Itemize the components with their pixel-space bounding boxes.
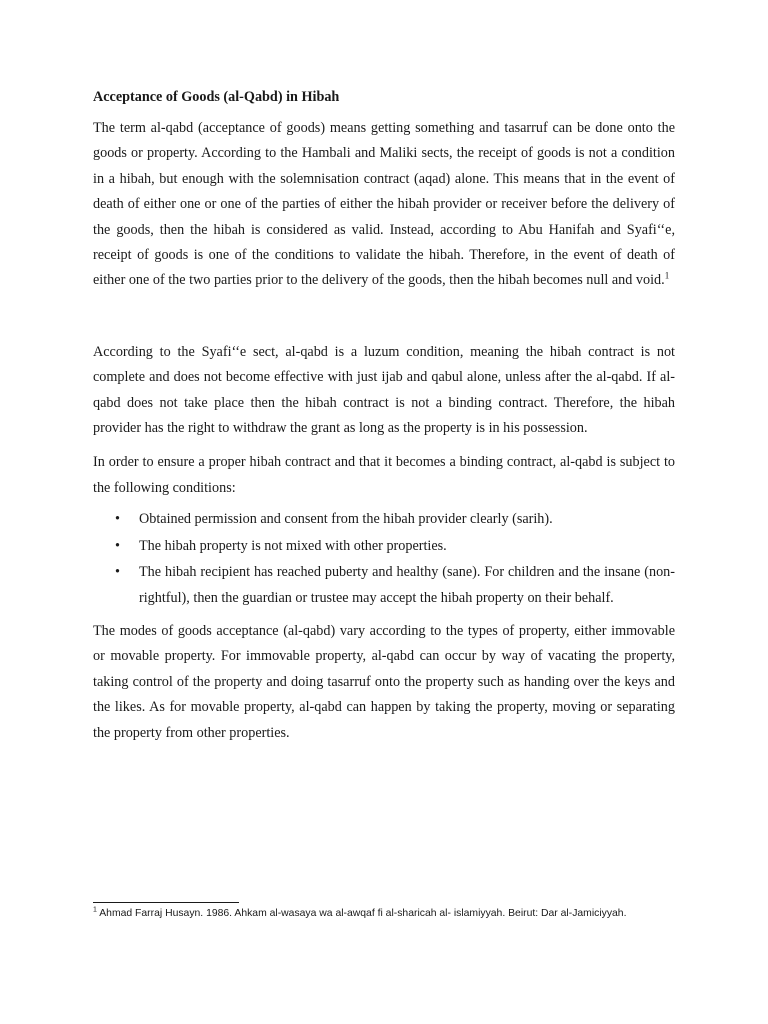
paragraph-4: The modes of goods acceptance (al-qabd) vary according to the types of property, either immovable or movable property. For immovable property, al-qabd can occur by way of vacating the property, taking control of the property and doing tasarruf onto the property such as handing over the keys and the likes. As for movable property, al-qabd can happen by taking the property, moving or separating the property from other properties. bbox=[93, 622, 675, 741]
list-item-text: The hibah recipient has reached puberty and healthy (sane). For children and the insane (non-rightful), then the guardian or trustee may accept the hibah property on their behalf. bbox=[139, 564, 675, 606]
paragraph-2: According to the Syafi‘‘e sect, al-qabd is a luzum condition, meaning the hibah contract is not complete and does not become effective with just ijab and qabul alone, unless after the al-qabd. If al-qabd does not take place then the hibah contract is not a binding contract. Therefore, the hibah provider has the right to withdraw the grant as long as the property is in his possession. bbox=[93, 343, 675, 437]
bullet-icon: • bbox=[115, 564, 120, 581]
footnote-reference[interactable]: 1 bbox=[664, 270, 670, 281]
paragraph-3: In order to ensure a proper hibah contract and that it becomes a binding contract, al-qabd is subject to the following conditions: bbox=[93, 454, 675, 496]
conditions-list bbox=[93, 507, 675, 611]
section-heading: Acceptance of Goods (al-Qabd) in Hibah bbox=[93, 89, 340, 105]
list-item bbox=[93, 534, 675, 559]
list-item-text: Obtained permission and consent from the hibah provider clearly (sarih). bbox=[139, 511, 553, 528]
document-body bbox=[93, 87, 675, 746]
footnote-separator bbox=[93, 902, 239, 903]
paragraph-1-text: The term al-qabd (acceptance of goods) means getting something and tasarruf can be done onto the goods or property. According to the Hambali and Maliki sects, the receipt of goods is not a condition in a hibah, but enough with the solemnisation contract (aqad) alone. This means that in the event of death of either one or one of the parties of either the hibah provider or receiver before the delivery of the goods, then the hibah is considered as valid. Instead, according to Abu Hanifah and Syafi‘‘e, receipt of goods is one of the conditions to validate the hibah. Therefore, in the event of death of either one of the two parties prior to the delivery of the goods, then the hibah becomes null and void. bbox=[93, 120, 675, 289]
list-item bbox=[93, 560, 675, 611]
footnote-number: 1 bbox=[93, 906, 97, 914]
list-item bbox=[93, 507, 675, 532]
paragraph-1 bbox=[93, 116, 675, 294]
footnote bbox=[93, 906, 673, 922]
list-item-text: The hibah property is not mixed with other properties. bbox=[139, 537, 447, 554]
bullet-icon: • bbox=[115, 511, 120, 528]
bullet-icon: • bbox=[115, 537, 120, 554]
footnote-text: Ahmad Farraj Husayn. 1986. Ahkam al-wasaya wa al-awqaf fi al-sharicah al- islamiyyah. Beirut: Dar al-Jamiciyyah. bbox=[99, 908, 627, 919]
